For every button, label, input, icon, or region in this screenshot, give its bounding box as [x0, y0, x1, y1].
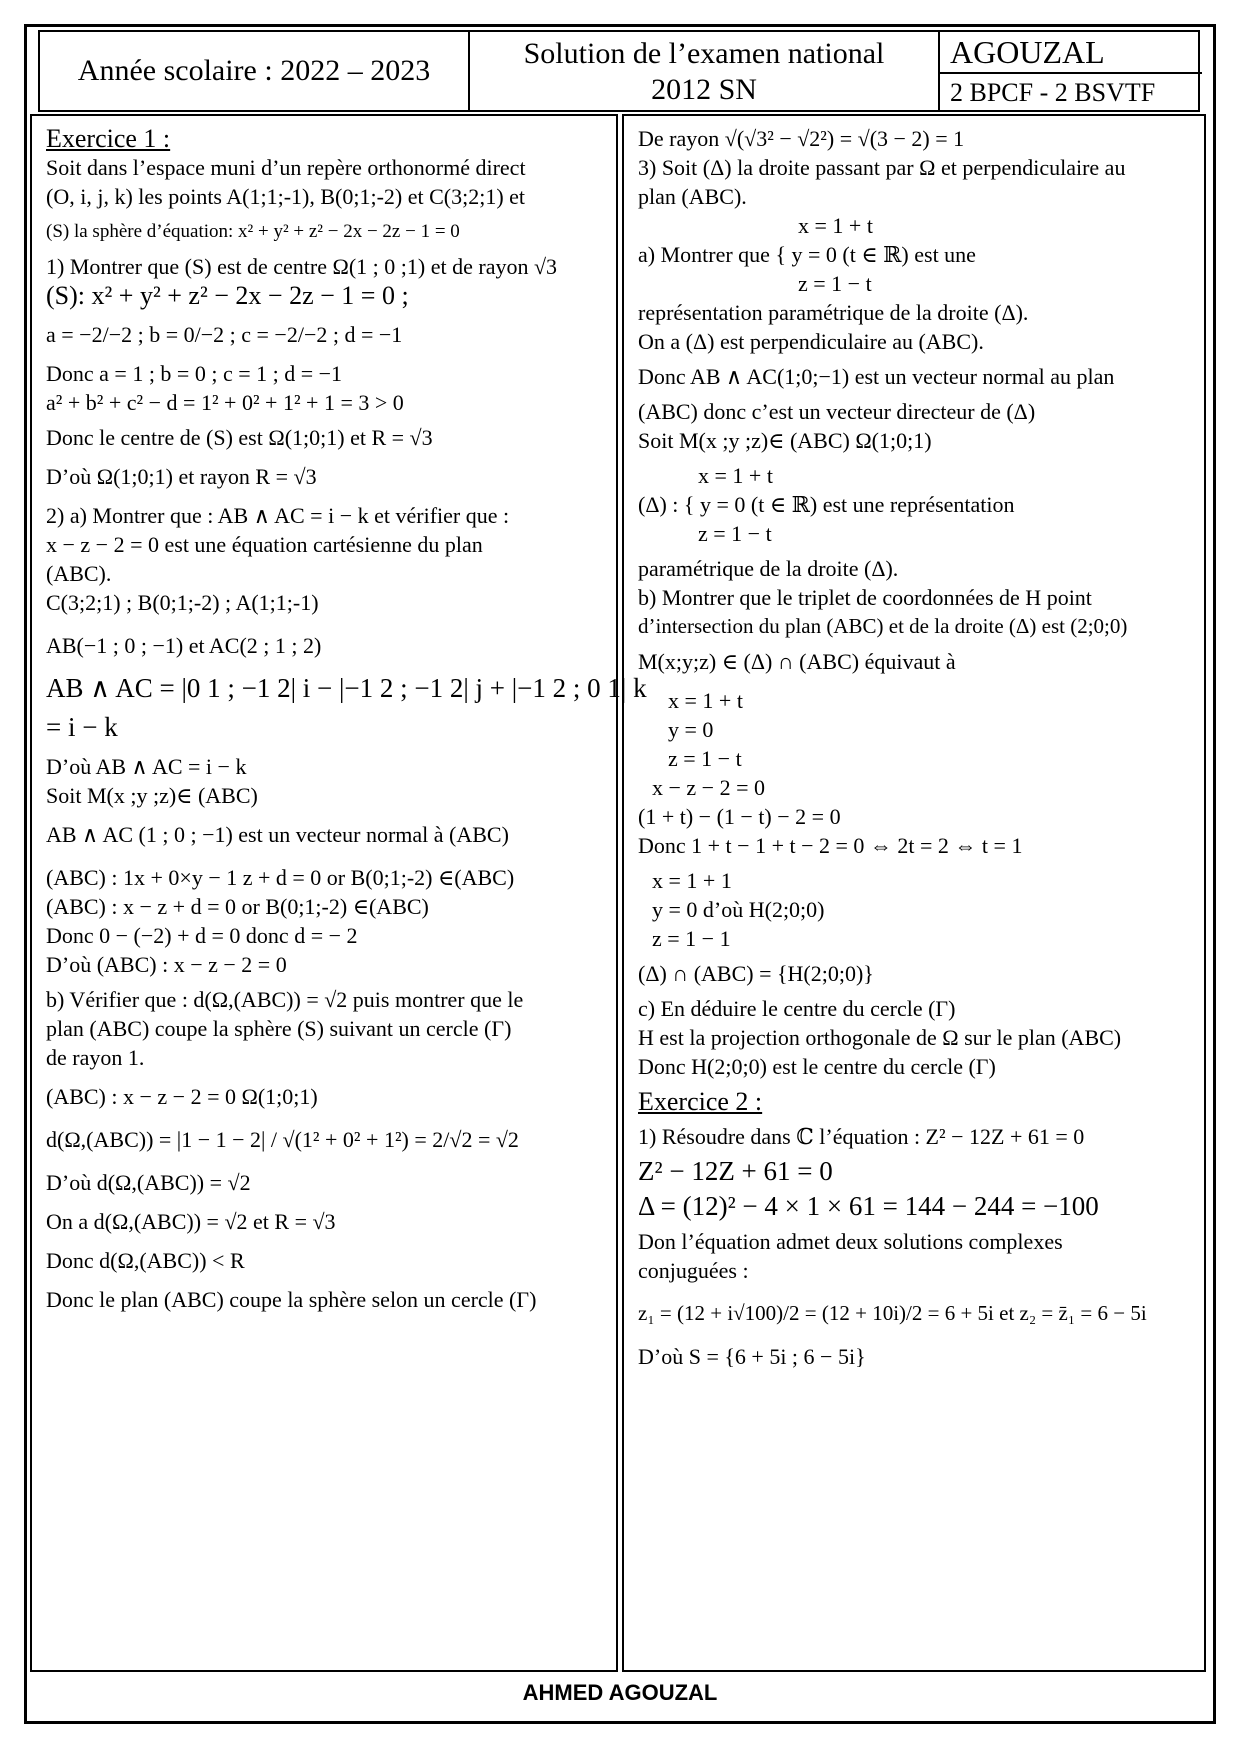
text-line: paramétrique de la droite (Δ). [638, 556, 899, 581]
text-line: Donc H(2;0;0) est le centre du cercle (Γ) [638, 1054, 996, 1079]
intersection-result: (Δ) ∩ (ABC) = {H(2;0;0)} [638, 961, 874, 986]
text-line: x − z − 2 = 0 est une équation cartésienne du plan [46, 532, 483, 557]
question-3: 3) Soit (Δ) la droite passant par Ω et perpendiculaire au [638, 155, 1126, 180]
system-line: z = 1 − t [668, 746, 742, 771]
text-line: D’où d(Ω,(ABC)) = √2 [46, 1170, 251, 1195]
system-line: y = 0 d’où H(2;0;0) [652, 897, 825, 922]
system-line: x = 1 + t [668, 688, 743, 713]
normal-vector-line: AB ∧ AC (1 ; 0 ; −1) est un vecteur normal à (ABC) [46, 822, 509, 847]
author-name: AGOUZAL [940, 32, 1202, 74]
text-line: Soit M(x ;y ;z)∈ (ABC) [46, 783, 258, 808]
text-line: (ABC) donc c’est un vecteur directeur de (Δ) [638, 399, 1036, 424]
text-line: d’intersection du plan (ABC) et de la droite (Δ) est (2;0;0) [638, 614, 1128, 638]
text-line: (1 + t) − (1 − t) − 2 = 0 [638, 804, 841, 829]
text-line: M(x;y;z) ∈ (Δ) ∩ (ABC) équivaut à [638, 649, 956, 674]
right-column [622, 114, 1206, 1672]
exam-title-line1: Solution de l’examen national [523, 37, 885, 70]
text-line: Soit M(x ;y ;z)∈ (ABC) Ω(1;0;1) [638, 428, 932, 453]
text-line: Donc le plan (ABC) coupe la sphère selon un cercle (Γ) [46, 1287, 537, 1312]
class-levels: 2 BPCF - 2 BSVTF [950, 78, 1156, 107]
text-line: (O, i, j, k) les points A(1;1;-1), B(0;1;-2) et C(3;2;1) et [46, 184, 526, 209]
system-line: y = 0 [668, 717, 714, 742]
text-line: Donc 1 + t − 1 + t − 2 = 0 ⇔ 2t = 2 ⇔ t = 1 [638, 833, 1023, 858]
exam-title-line2: 2012 SN [651, 73, 757, 106]
school-year: Année scolaire : 2022 – 2023 [40, 32, 470, 110]
question-2b: b) Vérifier que : d(Ω,(ABC)) = √2 puis montrer que le [46, 987, 524, 1012]
text-line: plan (ABC) coupe la sphère (S) suivant un cercle (Γ) [46, 1016, 512, 1041]
header [38, 30, 1200, 112]
text-line: (ABC) : x − z − 2 = 0 Ω(1;0;1) [46, 1084, 318, 1109]
question-1: 1) Montrer que (S) est de centre Ω(1 ; 0 ;1) et de rayon √3 [46, 254, 558, 279]
system-line: z = 1 − t [698, 521, 772, 546]
text-line: (ABC) : 1x + 0×y − 1 z + d = 0 or B(0;1;-2) ∈(ABC) [46, 865, 515, 890]
text-line: C(3;2;1) ; B(0;1;-2) ; A(1;1;-1) [46, 590, 319, 615]
radius-line: De rayon √(√3² − √2²) = √(3 − 2) = 1 [638, 126, 965, 151]
text-line: (ABC). [46, 561, 112, 586]
exam-title [470, 32, 940, 110]
text-line: Donc d(Ω,(ABC)) < R [46, 1248, 245, 1273]
text-line: On a d(Ω,(ABC)) = √2 et R = √3 [46, 1209, 336, 1234]
text-line: Donc 0 − (−2) + d = 0 donc d = − 2 [46, 923, 358, 948]
cross-product-line: AB ∧ AC = |0 1 ; −1 2| i − |−1 2 ; −1 2| j + |−1 2 ; 0 1| k [46, 673, 647, 703]
system-line: x = 1 + t [698, 463, 773, 488]
question-3c: c) En déduire le centre du cercle (Γ) [638, 996, 956, 1021]
text-line: H est la projection orthogonale de Ω sur le plan (ABC) [638, 1025, 1122, 1050]
system-line: x = 1 + t [798, 213, 873, 238]
text-line: conjuguées : [638, 1258, 749, 1283]
exercise-2-title: Exercice 2 : [638, 1087, 763, 1116]
text-line: Soit dans l’espace muni d’un repère orthonormé direct [46, 155, 526, 180]
text-line: Don l’équation admet deux solutions complexes [638, 1229, 1063, 1254]
discriminant-line: Δ = (12)² − 4 × 1 × 61 = 144 − 244 = −100 [638, 1191, 1099, 1221]
text-line: Donc le centre de (S) est Ω(1;0;1) et R = √3 [46, 425, 433, 450]
text-line: (Δ) : { y = 0 (t ∈ ℝ) est une représentation [638, 492, 1015, 517]
system-line: z = 1 − t [798, 271, 872, 296]
text-line: Donc AB ∧ AC(1;0;−1) est un vecteur normal au plan [638, 364, 1115, 389]
system-line: x − z − 2 = 0 [652, 775, 765, 800]
question-ex2-1: 1) Résoudre dans ℂ l’équation : Z² − 12Z + 61 = 0 [638, 1124, 1085, 1149]
footer-author: AHMED AGOUZAL [522, 1680, 718, 1705]
equation-line: (S): x² + y² + z² − 2x − 2z − 1 = 0 ; [46, 281, 409, 310]
question-3a: a) Montrer que { y = 0 (t ∈ ℝ) est une [638, 242, 976, 267]
equation-line: Z² − 12Z + 61 = 0 [638, 1156, 833, 1186]
conclusion-line: D’où Ω(1;0;1) et rayon R = √3 [46, 464, 317, 489]
exercise-1-title: Exercice 1 : [46, 124, 171, 153]
solutions-line: z₁ = (12 + i√100)/2 = (12 + 10i)/2 = 6 + 5i et z₂ = z̄₁ = 6 − 5i [638, 1301, 1147, 1325]
author-box [940, 32, 1202, 110]
text-line: (ABC) : x − z + d = 0 or B(0;1;-2) ∈(ABC) [46, 894, 429, 919]
text-line: de rayon 1. [46, 1045, 145, 1070]
text-line: Donc a = 1 ; b = 0 ; c = 1 ; d = −1 [46, 361, 343, 386]
text-line: représentation paramétrique de la droite (Δ). [638, 300, 1029, 325]
text-line: On a (Δ) est perpendiculaire au (ABC). [638, 329, 984, 354]
question-3b: b) Montrer que le triplet de coordonnées de H point [638, 585, 1092, 610]
system-line: z = 1 − 1 [652, 926, 731, 951]
question-2a: 2) a) Montrer que : AB ∧ AC = i − k et vérifier que : [46, 503, 510, 528]
distance-formula-line: d(Ω,(ABC)) = |1 − 1 − 2| / √(1² + 0² + 1²) = 2/√2 = √2 [46, 1127, 519, 1152]
plane-equation-line: D’où (ABC) : x − z − 2 = 0 [46, 952, 287, 977]
solution-set: D’où S = {6 + 5i ; 6 − 5i} [638, 1344, 866, 1369]
left-column [30, 114, 647, 1672]
conclusion-line: D’où AB ∧ AC = i − k [46, 754, 247, 779]
text-line: plan (ABC). [638, 184, 747, 209]
system-line: x = 1 + 1 [652, 868, 732, 893]
vectors-line: AB(−1 ; 0 ; −1) et AC(2 ; 1 ; 2) [46, 633, 322, 658]
text-line: (S) la sphère d’équation: x² + y² + z² − 2x − 2z − 1 = 0 [46, 221, 460, 242]
cross-product-result: = i − k [46, 712, 118, 742]
text-line: a² + b² + c² − d = 1² + 0² + 1² + 1 = 3 > 0 [46, 390, 404, 415]
coefficients-line: a = −2/−2 ; b = 0/−2 ; c = −2/−2 ; d = −1 [46, 322, 403, 347]
